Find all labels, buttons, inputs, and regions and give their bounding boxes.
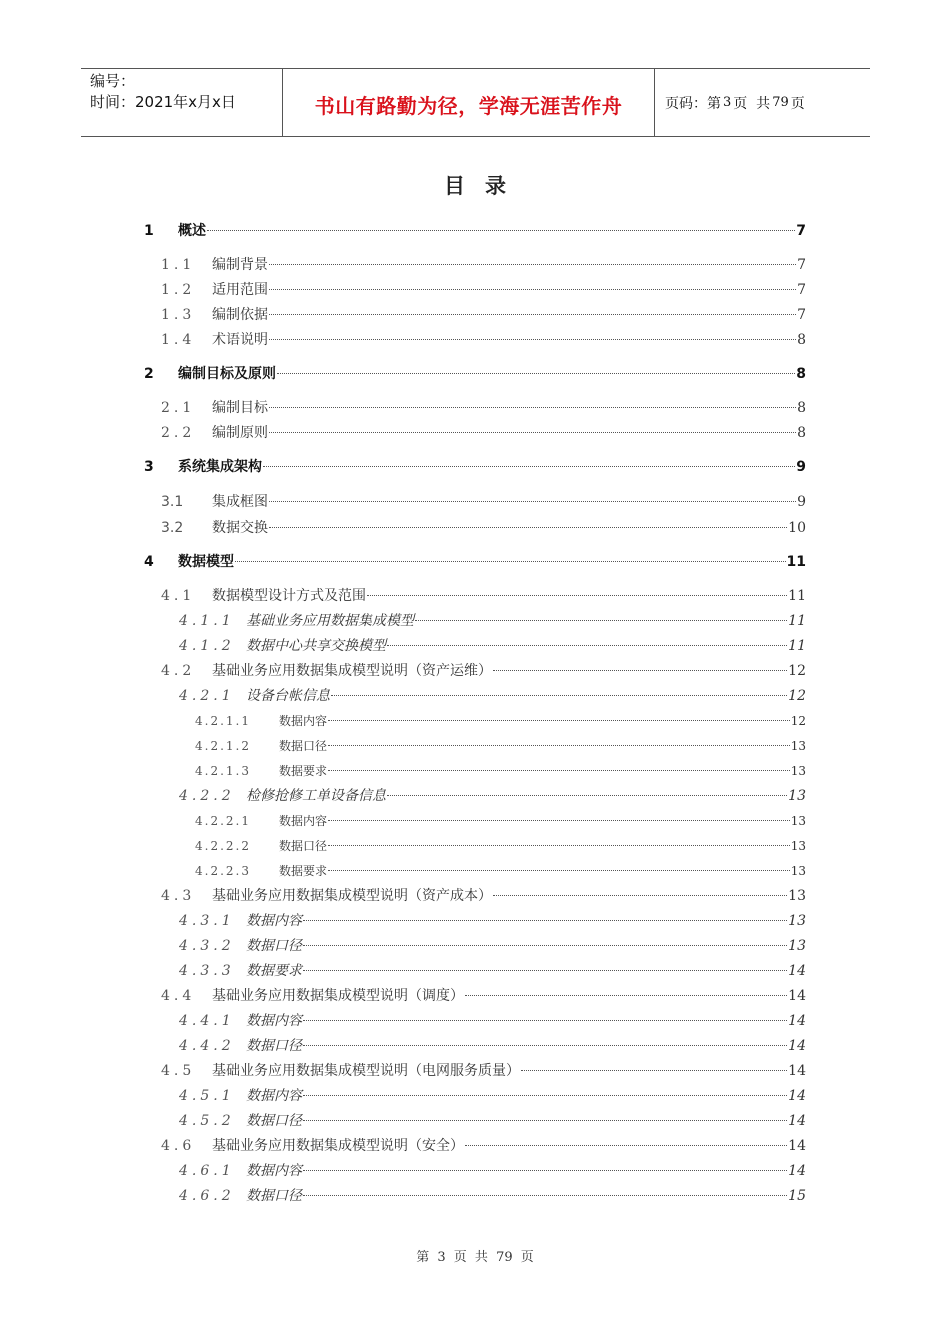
toc-entry-number: 2 <box>144 366 154 382</box>
toc-entry-page: 11 <box>788 588 806 604</box>
toc-entry-label: 数据口径 <box>246 1113 302 1129</box>
toc-entry-label: 集成框图 <box>212 494 268 510</box>
toc-entry[interactable] <box>161 1136 806 1156</box>
toc-entry-page: 8 <box>797 400 806 416</box>
footer-prefix: 第 <box>416 1250 430 1265</box>
toc-entry-page: 7 <box>797 257 806 273</box>
doc-code-label: 编号： <box>90 72 136 90</box>
footer-mid: 页 共 <box>453 1250 488 1265</box>
toc-entry[interactable] <box>161 423 806 443</box>
toc-leader-dots <box>303 1170 787 1171</box>
toc-entry-page: 14 <box>788 1088 806 1104</box>
toc-leader-dots <box>303 1045 787 1046</box>
toc-leader-dots <box>269 501 796 502</box>
toc-entry-number: 4.2.1.1 <box>195 714 251 728</box>
toc-entry-number: 4.2.1.2 <box>195 739 251 753</box>
toc-leader-dots <box>207 230 795 231</box>
toc-entry[interactable] <box>161 398 806 418</box>
toc-leader-dots <box>303 970 787 971</box>
toc-entry-number: 4.4.1 <box>179 1013 235 1029</box>
toc-entry[interactable] <box>195 836 806 856</box>
toc-entry-number: 4.3.2 <box>179 938 235 954</box>
toc-entry-label: 数据内容 <box>246 1013 302 1029</box>
toc-entry-number: 4.6 <box>161 1138 196 1154</box>
toc-entry-number: 4.2.2.3 <box>195 864 251 878</box>
toc-leader-dots <box>303 920 787 921</box>
toc-leader-dots <box>521 1070 787 1071</box>
toc-entry[interactable] <box>179 636 806 656</box>
toc-entry-number: 3 <box>144 459 154 475</box>
toc-entry-number: 4.4 <box>161 988 196 1004</box>
toc-entry[interactable] <box>144 457 806 477</box>
toc-entry-page: 7 <box>796 223 806 239</box>
toc-leader-dots <box>328 745 790 746</box>
toc-entry-number: 2.2 <box>161 425 196 441</box>
toc-leader-dots <box>387 795 787 796</box>
toc-entry-label: 设备台帐信息 <box>246 688 330 704</box>
toc-leader-dots <box>263 466 795 467</box>
toc-entry-number: 4.2.2 <box>179 788 235 804</box>
toc-entry-label: 编制背景 <box>212 257 268 273</box>
toc-entry[interactable] <box>161 661 806 681</box>
toc-entry-label: 数据要求 <box>279 764 328 778</box>
toc-entry-number: 3.1 <box>161 494 184 510</box>
toc-entry-page: 15 <box>788 1188 806 1204</box>
toc-entry-page: 14 <box>788 1013 806 1029</box>
toc-entry-label: 数据内容 <box>279 714 328 728</box>
toc-leader-dots <box>465 1145 787 1146</box>
toc-leader-dots <box>235 561 786 562</box>
toc-entry-page: 13 <box>790 764 806 778</box>
toc-entry-label: 基础业务应用数据集成模型说明（安全） <box>212 1138 464 1154</box>
toc-entry-label: 编制依据 <box>212 307 268 323</box>
toc-entry-page: 12 <box>788 663 806 679</box>
toc-entry-label: 系统集成架构 <box>178 459 262 475</box>
toc-entry[interactable] <box>195 861 806 881</box>
toc-entry-page: 14 <box>788 1163 806 1179</box>
toc-leader-dots <box>277 373 795 374</box>
toc-entry[interactable] <box>161 330 806 350</box>
toc-entry[interactable] <box>179 611 806 631</box>
toc-entry-number: 4.2.2.2 <box>195 839 251 853</box>
page-footer <box>0 1246 950 1265</box>
doc-time-label: 时间：2021年x月x日 <box>90 93 236 111</box>
toc-leader-dots <box>303 1095 787 1096</box>
toc-entry[interactable] <box>161 518 806 538</box>
toc-entry[interactable] <box>179 936 806 956</box>
toc-entry-number: 4.5 <box>161 1063 196 1079</box>
toc-entry-number: 4.2.2.1 <box>195 814 251 828</box>
toc-entry[interactable] <box>161 586 806 606</box>
toc-entry-label: 数据内容 <box>279 814 328 828</box>
toc-entry-number: 4.2.1.3 <box>195 764 251 778</box>
toc-entry[interactable] <box>179 1186 806 1206</box>
toc-entry[interactable] <box>179 961 806 981</box>
toc-entry-number: 4.2 <box>161 663 196 679</box>
toc-entry-label: 数据中心共享交换模型 <box>246 638 386 654</box>
toc-leader-dots <box>328 770 790 771</box>
footer-page-total: 79 <box>496 1250 513 1265</box>
toc-entry-label: 数据口径 <box>279 739 328 753</box>
toc-entry-number: 4.2.1 <box>179 688 235 704</box>
toc-leader-dots <box>331 695 787 696</box>
toc-entry-page: 14 <box>788 963 806 979</box>
toc-entry-page: 7 <box>797 282 806 298</box>
toc-entry-page: 14 <box>788 1063 806 1079</box>
toc-entry-label: 数据口径 <box>246 938 302 954</box>
toc-entry-label: 数据内容 <box>246 913 302 929</box>
toc-entry[interactable] <box>179 1036 806 1056</box>
toc-entry[interactable] <box>179 686 806 706</box>
toc-entry[interactable] <box>179 1086 806 1106</box>
toc-entry-label: 数据口径 <box>246 1038 302 1054</box>
toc-leader-dots <box>328 820 790 821</box>
header-page-prefix: 页码：第 <box>665 95 721 112</box>
toc-entry-page: 13 <box>790 739 806 753</box>
toc-entry-page: 10 <box>788 520 806 536</box>
toc-entry-page: 13 <box>788 888 806 904</box>
toc-entry-number: 4.6.1 <box>179 1163 235 1179</box>
toc-entry-label: 术语说明 <box>212 332 268 348</box>
toc-entry-number: 4.1 <box>161 588 196 604</box>
footer-page-current: 3 <box>437 1250 446 1265</box>
toc-entry-page: 8 <box>796 366 806 382</box>
toc-entry-number: 4.5.1 <box>179 1088 235 1104</box>
toc-leader-dots <box>465 995 787 996</box>
toc-entry-page: 11 <box>786 554 806 570</box>
toc-entry-label: 基础业务应用数据集成模型 <box>246 613 414 629</box>
toc-entry[interactable] <box>179 911 806 931</box>
toc-entry-page: 13 <box>788 788 806 804</box>
toc-entry-label: 数据模型设计方式及范围 <box>212 588 366 604</box>
toc-entry-label: 基础业务应用数据集成模型说明（资产运维） <box>212 663 492 679</box>
toc-entry-label: 适用范围 <box>212 282 268 298</box>
toc-entry[interactable] <box>195 736 806 756</box>
toc-entry-label: 编制目标及原则 <box>178 366 276 382</box>
toc-entry-label: 数据交换 <box>212 520 268 536</box>
toc-entry[interactable] <box>179 786 806 806</box>
toc-leader-dots <box>269 407 796 408</box>
toc-leader-dots <box>328 870 790 871</box>
toc-entry-number: 4.4.2 <box>179 1038 235 1054</box>
toc-leader-dots <box>367 595 787 596</box>
toc-entry-page: 11 <box>788 613 806 629</box>
toc-entry-page: 13 <box>790 864 806 878</box>
toc-entry[interactable] <box>161 1061 806 1081</box>
toc-entry-number: 1.1 <box>161 257 196 273</box>
toc-entry[interactable] <box>195 761 806 781</box>
toc-entry-number: 1.3 <box>161 307 196 323</box>
toc-leader-dots <box>303 1020 787 1021</box>
toc-leader-dots <box>269 339 796 340</box>
toc-leader-dots <box>415 620 787 621</box>
toc-entry[interactable] <box>161 280 806 300</box>
toc-entry-label: 数据模型 <box>178 554 234 570</box>
toc-entry-number: 4.3 <box>161 888 196 904</box>
toc-entry[interactable] <box>144 552 806 572</box>
toc-entry-page: 11 <box>788 638 806 654</box>
toc-leader-dots <box>269 314 796 315</box>
toc-entry-page: 14 <box>788 1113 806 1129</box>
toc-entry-number: 1 <box>144 223 154 239</box>
toc-entry[interactable] <box>195 811 806 831</box>
toc-entry[interactable] <box>179 1111 806 1131</box>
toc-entry-page: 12 <box>788 688 806 704</box>
toc-entry[interactable] <box>144 221 806 241</box>
toc-entry-page: 14 <box>788 1038 806 1054</box>
toc-entry[interactable] <box>161 255 806 275</box>
toc-entry[interactable] <box>179 1011 806 1031</box>
toc-entry-page: 7 <box>797 307 806 323</box>
toc-entry-label: 编制目标 <box>212 400 268 416</box>
toc-entry-number: 3.2 <box>161 520 184 536</box>
toc-entry-page: 13 <box>788 913 806 929</box>
toc-entry-label: 基础业务应用数据集成模型说明（电网服务质量） <box>212 1063 520 1079</box>
toc-entry-page: 9 <box>796 459 806 475</box>
toc-entry-label: 数据内容 <box>246 1088 302 1104</box>
header-motto: 书山有路勤为径，学海无涯苦作舟 <box>314 94 623 118</box>
toc-entry-label: 数据要求 <box>279 864 328 878</box>
toc-leader-dots <box>269 264 796 265</box>
toc-entry-label: 编制原则 <box>212 425 268 441</box>
toc-entry-label: 概述 <box>178 223 206 239</box>
header-page-suffix: 页 <box>790 95 805 112</box>
toc-entry-number: 2.1 <box>161 400 196 416</box>
header-page-total: 79 <box>772 95 789 110</box>
toc-entry[interactable] <box>195 711 806 731</box>
toc-leader-dots <box>269 289 796 290</box>
toc-leader-dots <box>303 1120 787 1121</box>
toc-entry-page: 13 <box>788 938 806 954</box>
toc-entry[interactable] <box>161 305 806 325</box>
toc-entry-label: 数据口径 <box>279 839 328 853</box>
toc-entry[interactable] <box>179 1161 806 1181</box>
toc-entry-number: 4.5.2 <box>179 1113 235 1129</box>
toc-entry-number: 1.2 <box>161 282 196 298</box>
toc-entry[interactable] <box>161 492 806 512</box>
toc-entry-page: 14 <box>788 1138 806 1154</box>
toc-entry-label: 检修抢修工单设备信息 <box>246 788 386 804</box>
toc-entry-number: 4.3.1 <box>179 913 235 929</box>
footer-suffix: 页 <box>520 1250 534 1265</box>
toc-leader-dots <box>303 1195 787 1196</box>
toc-leader-dots <box>493 670 787 671</box>
toc-entry-page: 14 <box>788 988 806 1004</box>
toc-entry[interactable] <box>144 364 806 384</box>
toc-entry-label: 数据口径 <box>246 1188 302 1204</box>
toc-leader-dots <box>328 720 790 721</box>
toc-entry-label: 数据内容 <box>246 1163 302 1179</box>
toc-leader-dots <box>328 845 790 846</box>
toc-entry-page: 8 <box>797 332 806 348</box>
toc-entry-number: 1.4 <box>161 332 196 348</box>
toc-entry-number: 4.3.3 <box>179 963 235 979</box>
header-page-mid: 页 共 <box>733 95 771 112</box>
toc-entry-page: 8 <box>797 425 806 441</box>
toc-entry-page: 13 <box>790 814 806 828</box>
toc-entry-number: 4 <box>144 554 154 570</box>
toc-entry-label: 基础业务应用数据集成模型说明（调度） <box>212 988 464 1004</box>
toc-title: 目录 <box>444 174 526 198</box>
toc-leader-dots <box>269 432 796 433</box>
toc-entry-label: 基础业务应用数据集成模型说明（资产成本） <box>212 888 492 904</box>
toc-entry-number: 4.1.1 <box>179 613 235 629</box>
toc-leader-dots <box>387 645 787 646</box>
toc-entry-number: 4.1.2 <box>179 638 235 654</box>
toc-entry[interactable] <box>161 986 806 1006</box>
toc-entry-number: 4.6.2 <box>179 1188 235 1204</box>
toc-entry-label: 数据要求 <box>246 963 302 979</box>
toc-entry[interactable] <box>161 886 806 906</box>
toc-leader-dots <box>493 895 787 896</box>
toc-entry-page: 12 <box>790 714 806 728</box>
header-page-current: 3 <box>723 95 732 110</box>
toc-leader-dots <box>269 527 787 528</box>
toc-entry-page: 9 <box>797 494 806 510</box>
toc-entry-page: 13 <box>790 839 806 853</box>
toc-leader-dots <box>303 945 787 946</box>
